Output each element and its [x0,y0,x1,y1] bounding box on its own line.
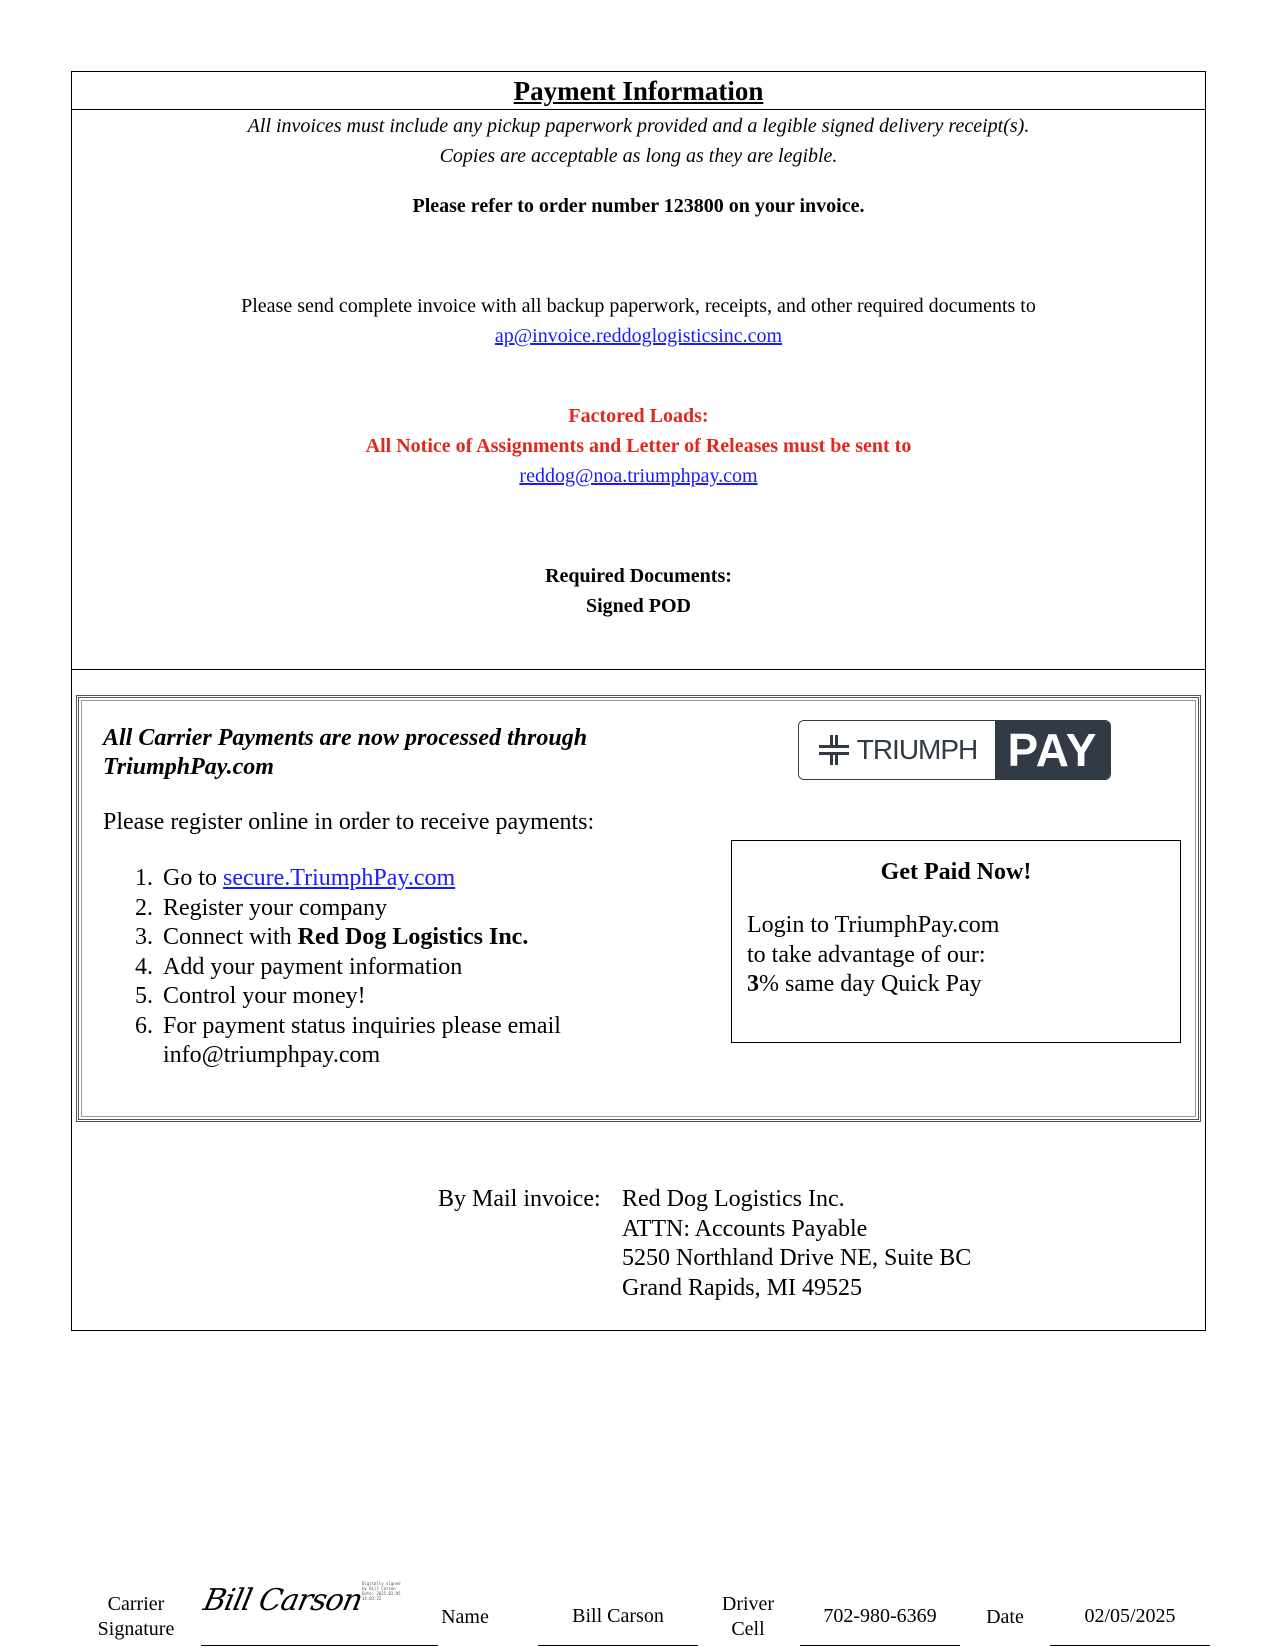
factored-loads-title: Factored Loads: [568,405,709,427]
required-documents-value: Signed POD [585,595,692,617]
step-text: Add your payment information [163,953,463,980]
list-item [103,864,603,894]
date-value: 02/05/2025 [1084,1605,1176,1627]
logo-pay-text: PAY [995,721,1110,779]
name-line [538,1645,698,1646]
carrier-signature: Bill Carson [200,1583,366,1618]
name-value: Bill Carson [572,1605,664,1627]
step-number: 2. [135,894,153,921]
driver-cell-value: 702-980-6369 [823,1605,937,1627]
ap-email-link[interactable]: ap@invoice.reddoglogisticsinc.com [494,325,783,347]
step-number: 3. [135,924,153,950]
signature-row [0,1570,1275,1650]
triumphpay-secure-link[interactable]: secure.TriumphPay.com [223,865,456,891]
invoice-note-line-1: All invoices must include any pickup paperwork provided and a legible signed delivery receipt(s). [247,115,1030,137]
step-text: Go to [163,865,223,891]
send-invoice-line: Please send complete invoice with all backup paperwork, receipts, and other required documents to [241,295,1036,317]
register-instruction: Please register online in order to receive payments: [103,809,595,835]
registration-steps [103,864,603,1071]
step-number: 1. [135,865,153,891]
page-title: Payment Information [513,76,764,106]
triumphpay-headline: All Carrier Payments are now processed through TriumphPay.com [103,725,588,780]
payment-information-box [71,71,1206,1331]
signature-line [201,1645,438,1646]
get-paid-now-box [731,840,1181,1043]
triumph-cross-icon [817,733,851,767]
address-line-3: 5250 Northland Drive NE, Suite BC [622,1245,972,1271]
noa-email-link[interactable]: reddog@noa.triumphpay.com [519,465,758,487]
triumphpay-logo [798,720,1111,780]
get-paid-title: Get Paid Now! [880,859,1032,885]
step-text: Control your money! [163,983,366,1009]
list-item [103,982,603,1012]
name-label: Name [441,1606,489,1628]
logo-triumph-text: TRIUMPH [856,734,978,765]
get-paid-body [747,911,999,1000]
address-line-4: Grand Rapids, MI 49525 [622,1274,862,1301]
step-text: Register your company [163,894,387,921]
invoice-note-line-2: Copies are acceptable as long as they are legible. [439,145,838,167]
section-divider [72,669,1205,670]
get-paid-line-1: Login to TriumphPay.com [747,912,1000,938]
step-text: Connect with [163,924,298,950]
list-item [103,953,603,983]
step-number: 6. [135,1012,153,1039]
triumphpay-box [76,695,1201,1122]
carrier-signature-label: Carrier Signature [97,1593,175,1640]
step-text: For payment status inquiries please email info@triumphpay.com [163,1012,561,1068]
date-label: Date [986,1606,1024,1628]
get-paid-line-3: % same day Quick Pay [759,971,982,997]
company-name: Red Dog Logistics Inc. [297,924,529,950]
driver-cell-label: Driver Cell [721,1593,775,1640]
digital-signature-stamp: Digitally signed by Bill Carson Date: 2025.02.05 14:03:22 [362,1581,401,1601]
address-line-2: ATTN: Accounts Payable [622,1215,868,1242]
order-reference: Please refer to order number 123800 on your invoice. [412,195,865,217]
list-item [103,894,603,924]
date-line [1050,1645,1210,1646]
mail-label: By Mail invoice: [438,1186,601,1212]
driver-cell-line [800,1645,960,1646]
factored-loads-line: All Notice of Assignments and Letter of Releases must be sent to [365,435,912,457]
get-paid-line-2: to take advantage of our: [747,941,986,968]
step-number: 5. [135,983,153,1009]
list-item [103,1012,603,1071]
address-line-1: Red Dog Logistics Inc. [622,1186,845,1212]
step-number: 4. [135,953,153,980]
required-documents-title: Required Documents: [545,565,732,587]
mail-address [622,1185,971,1303]
quick-pay-percent: 3 [747,971,759,997]
title-row [72,72,1205,110]
list-item [103,923,603,953]
